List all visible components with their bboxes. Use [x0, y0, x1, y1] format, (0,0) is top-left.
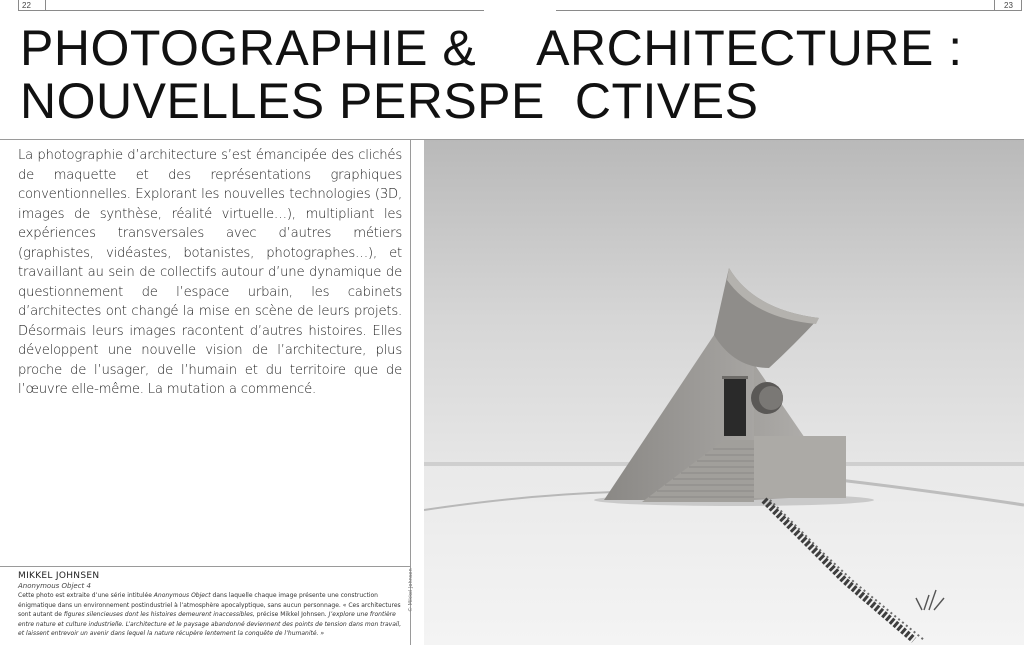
title-part-2a: NOUVELLES PERSPE	[20, 73, 545, 129]
caption-series-title: Anonymous Object	[153, 592, 211, 599]
header-rule-left	[18, 10, 484, 11]
title-line-1	[20, 22, 1010, 75]
page-number-left: 22	[22, 1, 31, 10]
title-part-1a: PHOTOGRAPHIE &	[20, 20, 477, 76]
intro-paragraph: La photographie d’architecture s’est émancipée des clichés de maquette et des représentations graphiques conventionnelles. Explorant les nouvelles technologies (3D, images de synthèse, réalité virtuelle…), multipliant les expériences transversales avec d’autres métiers (graphistes, vidéastes, botanistes, photographes…), et travaillant au sein de collectifs autour d’une dynamique de questionnement de l’espace urbain, les cabinets d’architectes ont changé la mise en scène de leurs projets. Désormais leurs images racontent d’autres histoires. Elles développent une nouvelle vision de l’architecture, plus proche de l’usager, de l’humain et du territoire que de l’œuvre elle-même. La mutation a commencé.	[18, 148, 402, 397]
title-part-1b: ARCHITECTURE :	[536, 20, 963, 76]
header-rule-right	[556, 10, 1022, 11]
photo-caption	[18, 571, 402, 639]
caption-text-c: précise Mikkel Johnsen.	[254, 611, 329, 619]
caption-text-a: Cette photo est extraite d’une série intitulée	[18, 592, 154, 599]
caption-text-b: dans laquelle chaque image présente une construction énigmatique dans un environnement postindustriel à l’atmosphère apocalyptique, sans aucun personnage. « Ces architectures sont autant de	[18, 592, 401, 619]
caption-divider	[0, 566, 411, 567]
photo-credit: © Mikkel Johnsen	[408, 568, 414, 612]
title-part-2b: CTIVES	[574, 73, 759, 129]
page-number-right: 23	[1004, 1, 1013, 10]
caption-text	[18, 591, 402, 639]
caption-photographer: MIKKEL JOHNSEN	[18, 571, 100, 581]
monument-base-block	[754, 436, 846, 498]
monument-photo-illustration	[424, 140, 1024, 645]
caption-quote-figures: figures silencieuses dont les histoires demeurent inaccessibles,	[63, 611, 255, 619]
title-line-2	[20, 75, 1010, 128]
text-column	[0, 140, 411, 645]
caption-quote: J’explore une frontière entre nature et culture industrielle. L’architecture et le paysage abandonné deviennent des points de tension dans mon travail, et laissent entrevoir un avenir dans lequel la nature récupère lentement la conquête de l’humanité. »	[18, 611, 402, 638]
monument-doorway	[724, 378, 746, 436]
caption-work-title: Anonymous Object 4	[18, 582, 91, 590]
photograph	[424, 140, 1024, 645]
monument-doorway-frame	[722, 376, 748, 379]
page-title	[20, 22, 1010, 128]
monument-round-opening-inner	[759, 386, 783, 410]
